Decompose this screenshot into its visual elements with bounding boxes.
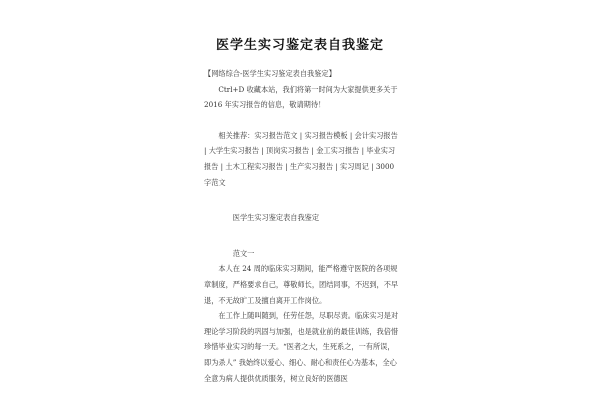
document-body xyxy=(204,66,400,386)
related-link-internship-report-templates[interactable]: 实习报告模板 xyxy=(304,130,348,140)
intro-paragraph: Ctrl+D 收藏本站，我们将第一时间为大家提供更多关于 2016 年实习报告的信息，敬请期待！ xyxy=(204,84,398,110)
source-line: 【网络综合-医学生实习鉴定表自我鉴定】 xyxy=(204,69,336,78)
section-label: 范文一 xyxy=(232,248,255,258)
related-link-graduation-internship-report[interactable]: 毕业实习报告 xyxy=(204,146,396,171)
related-label: 相关推荐： xyxy=(218,130,255,140)
document-title: 医学生实习鉴定表自我鉴定 xyxy=(215,38,384,53)
related-link-placement-internship-report[interactable]: 顶岗实习报告 xyxy=(266,146,310,156)
related-link-internship-weekly-journal[interactable]: 实习周记 xyxy=(340,161,369,171)
related-link-college-student-internship-report[interactable]: 大学生实习报告 xyxy=(208,146,260,156)
related-link-internship-report-samples[interactable]: 实习报告范文 xyxy=(254,130,298,140)
related-link-civil-engineering-internship-report[interactable]: 土木工程实习报告 xyxy=(225,161,283,171)
section-subtitle: 医学生实习鉴定表自我鉴定 xyxy=(232,213,320,223)
related-link-3000-word-essays[interactable]: 3000 字范文 xyxy=(204,161,395,187)
related-link-metalwork-internship-report[interactable]: 金工实习报告 xyxy=(316,146,360,156)
paragraph-1: 本人在 24 周的临床实习期间，能严格遵守医院的各项规章制度，严格要求自己，尊敬师长，团结同事，不迟到，不早退，不无故旷工及擅自离开工作岗位。 xyxy=(204,264,399,305)
related-link-accounting-internship-report[interactable]: 会计实习报告 xyxy=(354,130,398,140)
related-link-production-internship-report[interactable]: 生产实习报告 xyxy=(289,161,334,171)
related-links: 相关推荐：实习报告范文 | 实习报告模板 | 会计实习报告 | 大学生实习报告 | 顶岗实习报告 | 金工实习报告 | 毕业实习报告 | 土木工程实习报告 | 生产实习报告 | 实习周记 | 3000 字范文 xyxy=(204,130,398,187)
paragraph-2: 在工作上随叫随到，任劳任怨，尽职尽责。临床实习是对理论学习阶段的巩固与加强，也是就业前的最佳训练，我倍惜珍惜毕业实习的每一天。“医者之大，生死系之，一有所误，即为杀人” 我始终以爱心、细心、耐心和责任心为基本，全心全意为病人提供优质服务，树立良好的医德医 xyxy=(204,311,399,383)
